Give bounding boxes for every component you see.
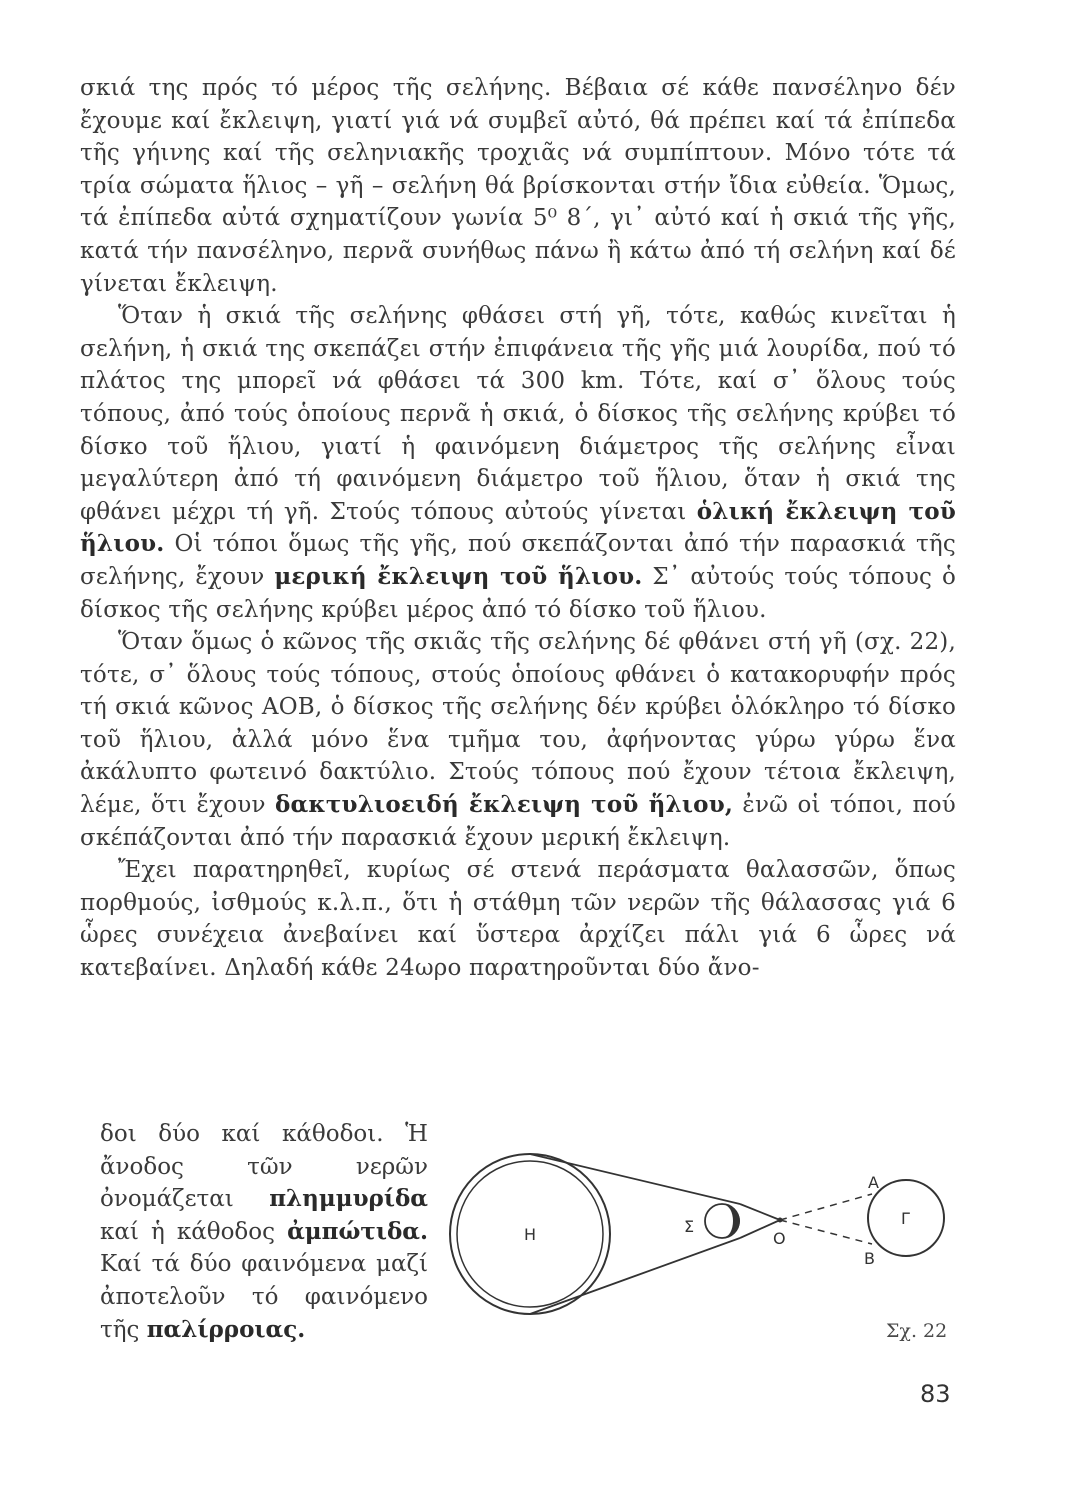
figure-caption: Σχ. 22	[886, 1320, 948, 1342]
paragraph-tide-terms	[100, 1118, 428, 1346]
earth-label: Γ	[901, 1209, 910, 1228]
paragraph-annular-eclipse	[80, 626, 956, 854]
paragraph-total-partial-eclipse	[80, 300, 956, 626]
moon-label: Σ	[684, 1217, 695, 1236]
bold-term-annular-eclipse: δακτυλιοειδή ἔκλειψη τοῦ ἥλιου,	[274, 791, 734, 819]
point-b-label: Β	[864, 1249, 875, 1268]
text-span: Καί τά δύο φαινόμενα μαζί ἀποτελοῦν τό φαινόμενο τῆς	[100, 1251, 428, 1343]
bold-term-total-eclipse: ὁλική ἔκλειψη τοῦ ἥλιου.	[80, 497, 956, 558]
bold-term-partial-eclipse: μερική ἔκλειψη τοῦ ἥλιου.	[274, 562, 643, 590]
cone-line-a	[780, 1194, 872, 1220]
paragraph-eclipse-conditions: σκιά της πρός τό μέρος τῆς σελήνης. Βέβαια σέ κάθε πανσέληνο δέν ἔχουμε καί ἔκλειψη, γιατί γιά νά συμβεῖ αὐτό, θά πρέπει καί τά ἐπίπεδα τῆς γήινης καί τῆς σεληνιακῆς τροχιᾶς νά συμπίπτουν. Μόνο τότε τά τρία σώματα ἥλιος – γῆ – σελήνη θά βρίσκονται στήν ἴδια εὐθεία. Ὅμως, τά ἐπίπεδα αὐτά σχηματίζουν γωνία 5⁰ 8΄, γι᾽ αὐτό καί ἡ σκιά τῆς γῆς, κατά τήν πανσέληνο, περνᾶ συνήθως πάνω ἢ κάτω ἀπό τή σελήνη καί δέ γίνεται ἔκλειψη.	[80, 75, 956, 297]
main-text	[80, 72, 956, 985]
eclipse-diagram-svg	[440, 1140, 980, 1350]
text-span: ἐνῶ οἱ τόποι, πού σκέπάζονται ἀπό τήν παρασκιά ἔχουν μερική ἔκλειψη.	[80, 792, 956, 851]
upper-shadow-line	[740, 1204, 780, 1220]
point-o-label: Ο	[773, 1229, 786, 1248]
paragraph-tides: Ἔχει παρατηρηθεῖ, κυρίως σέ στενά περάσματα θαλασσῶν, ὅπως πορθμούς, ἰσθμούς κ.λ.π., ὅτι ἡ στάθμη τῶν νερῶν τῆς θάλασσας γιά 6 ὧρες συνέχεια ἀνεβαίνει καί ὕστερα ἀρχίζει πάλι γιά 6 ὧρες νά κατεβαίνει. Δηλαδή κάθε 24ωρο παρατηροῦνται δύο ἄνο-	[80, 857, 956, 982]
text-span: καί ἡ κάθοδος	[100, 1218, 288, 1245]
upper-tangent-line	[530, 1154, 740, 1204]
lower-tangent-line	[530, 1238, 740, 1314]
moon-shadow	[724, 1205, 740, 1237]
text-span: δοι δύο καί κάθοδοι. Ἡ ἄνοδος τῶν νερῶν ὀνομάζεται	[100, 1121, 428, 1213]
bold-term-high-tide: πλημμυρίδα	[269, 1185, 428, 1213]
page-number: 83	[920, 1380, 951, 1408]
bold-term-low-tide: ἀμπώτιδα.	[287, 1217, 428, 1245]
cone-line-b	[780, 1220, 872, 1244]
point-a-label: Α	[868, 1173, 879, 1192]
bold-term-tide: παλίρροιας.	[146, 1315, 306, 1343]
text-span: Ὅταν ὅμως ὁ κῶνος τῆς σκιᾶς τῆς σελήνης δέ φθάνει στή γῆ (σχ. 22), τότε, σ᾽ ὅλους τούς τόπους, στούς ὁποίους φθάνει ὁ κατακορυφήν πρός τή σκιά κῶνος ΑΟΒ, ὁ δίσκος τῆς σελήνης δέν κρύβει ὁλόκληρο τό δίσκο τοῦ ἥλιου, ἀλλά μόνο ἕνα τμῆμα του, ἀφήνοντας γύρω γύρω ἕνα ἀκάλυπτο φωτεινό δακτύλιο. Στούς τόπους πού ἔχουν τέτοια ἔκλειψη, λέμε, ὅτι ἔχουν	[80, 629, 956, 819]
eclipse-diagram	[440, 1140, 980, 1350]
sun-label: Η	[524, 1225, 537, 1244]
text-span: Ὅταν ἡ σκιά τῆς σελήνης φθάσει στή γῆ, τότε, καθώς κινεῖται ἡ σελήνη, ἡ σκιά της σκεπάζει στήν ἐπιφάνεια τῆς γῆς μιά λουρίδα, πού τό πλάτος της μπορεῖ νά φθάσει τά 300 km. Τότε, καί σ᾽ ὅλους τούς τόπους, ἀπό τούς ὁποίους περνᾶ ἡ σκιά, ὁ δίσκος τῆς σελήνης κρύβει τό δίσκο τοῦ ἥλιου, γιατί ἡ φαινόμενη διάμετρος τῆς σελήνης εἶναι μεγαλύτερη ἀπό τή φαινόμενη διάμετρο τοῦ ἥλιου, ὅταν ἡ σκιά της φθάνει μέχρι τή γῆ. Στούς τόπους αὐτούς γίνεται	[80, 303, 956, 525]
text-span: Σ᾽ αὐτούς τούς τόπους ὁ δίσκος τῆς σελήνης κρύβει μέρος ἀπό τό δίσκο τοῦ ἥλιου.	[80, 563, 957, 623]
text-span: Οἱ τόποι ὅμως τῆς γῆς, πού σκεπάζονται ἀπό τήν παρασκιά τῆς σελήνης, ἔχουν	[80, 531, 956, 590]
tide-definition-text	[100, 1118, 428, 1346]
